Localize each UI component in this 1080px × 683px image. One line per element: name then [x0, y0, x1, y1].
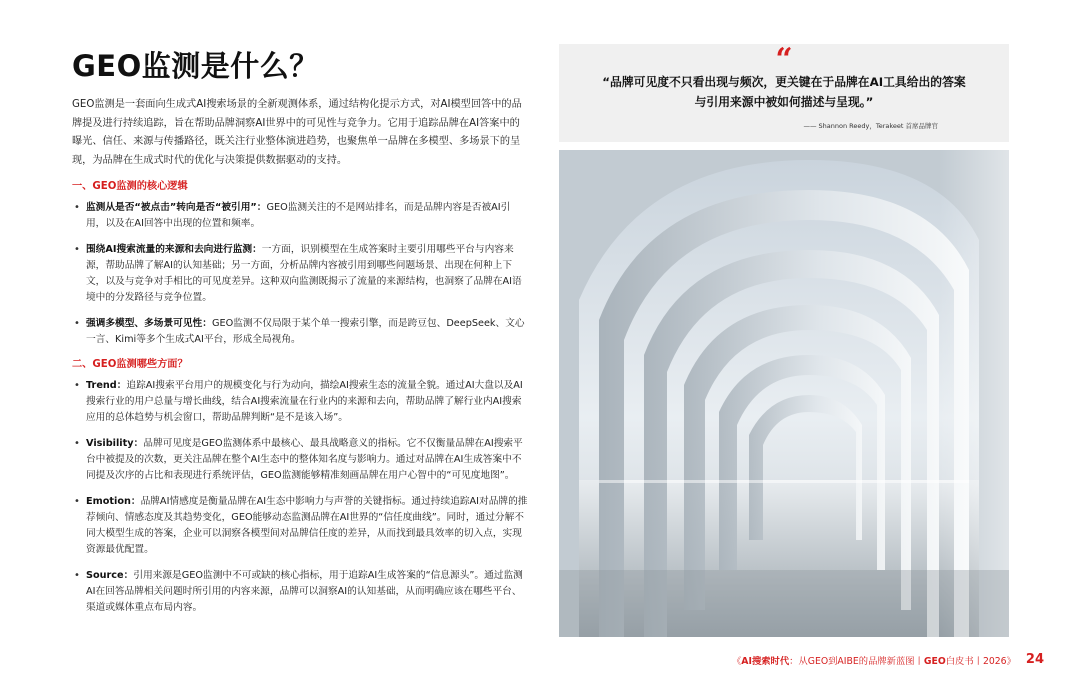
bullet-label: Visibility：: [86, 438, 144, 449]
bullet-label: Trend：: [86, 380, 127, 391]
page-title: GEO监测是什么？: [72, 49, 319, 83]
section-heading-core-logic: 一、GEO监测的核心逻辑: [72, 181, 188, 192]
intro-paragraph: GEO监测是一套面向生成式AI搜索场景的全新观测体系，通过结构化提示方式，对AI模型回答中的品牌提及进行持续追踪，旨在帮助品牌洞察AI世界中的可见性与竞争力。它用于追踪品牌在AI答案中的曝光、信任、来源与传播路径，既关注行业整体演进趋势，也聚焦单一品牌在多模型、多场景下的呈现，为品牌在生成式时代的优化与决策提供数据驱动的支持。: [72, 99, 522, 166]
aspects-list: [72, 378, 528, 616]
list-item: [72, 436, 528, 484]
bullet-label: 监测从是否“被点击”转向是否“被引用”：: [86, 202, 267, 213]
bullet-label: 强调多模型、多场景可见性：: [86, 318, 212, 329]
section-heading-aspects: 二、GEO监测哪些方面？: [72, 359, 188, 370]
quote-text: “品牌可见度不只看出现与频次，更关键在于品牌在AI工具给出的答案与引用来源中被如何描述与呈现。”: [602, 75, 966, 109]
quote-box: [559, 44, 1009, 142]
bullet-text: GEO监测不仅局限于某个单一搜索引擎，而是跨豆包、DeepSeek、文心一言、Kimi等多个生成式AI平台，形成全局视角。: [86, 318, 525, 345]
page-number: 24: [1025, 652, 1044, 667]
list-item: [72, 378, 528, 426]
list-item: [72, 494, 528, 558]
main-text-column: [72, 96, 528, 626]
bullet-label: 围绕AI搜索流量的来源和去向进行监测：: [86, 244, 262, 255]
bullet-text: 引用来源是GEO监测中不可或缺的核心指标，用于追踪AI生成答案的“信息源头”。通过监测AI在回答品牌相关问题时所引用的内容来源，品牌可以洞察AI的认知基础，从而明确应该在哪些平台、渠道或媒体重点布局内容。: [86, 570, 523, 613]
bullet-text: 一方面，识别模型在生成答案时主要引用哪些平台与内容来源，帮助品牌了解AI的认知基础；另一方面，分析品牌内容被引用到哪些问题场景、出现在何种上下文，以及与竞争对手相比的可见度差异。这种双向监测既揭示了流量的来源结构，也洞察了品牌在AI语境中的分发路径与竞争位置。: [86, 244, 522, 303]
bullet-text: 品牌可见度是GEO监测体系中最核心、最具战略意义的指标。它不仅衡量品牌在AI搜索平台中被提及的次数，更关注品牌在整个AI生态中的整体知名度与影响力。通过对品牌在AI生成答案中不同提及次序的占比和表现进行系统评估，GEO监测能够精准刻画品牌在用户心智中的“可见度地图”。: [86, 438, 523, 481]
list-item: [72, 200, 528, 232]
quote-mark-icon: “: [775, 42, 793, 77]
bullet-label: Emotion：: [86, 496, 141, 507]
list-item: [72, 568, 528, 616]
list-item: [72, 242, 528, 306]
quote-author: —— Shannon Reedy，Terakeet 首席品牌官: [803, 122, 938, 130]
architecture-photo: [559, 150, 1009, 637]
bullet-text: GEO监测关注的不是网站排名，而是品牌内容是否被AI引用，以及在AI回答中出现的位置和频率。: [86, 202, 511, 229]
core-logic-list: [72, 200, 528, 348]
bullet-text: 品牌AI情感度是衡量品牌在AI生态中影响力与声誉的关键指标。通过持续追踪AI对品牌的推荐倾向、情感态度及其趋势变化，GEO能够动态监测品牌在AI世界的“信任度曲线”。同时，通过分解不同大模型生成的答案，企业可以洞察各模型间对品牌信任度的差异，从而找到最具效率的切入点，实现资源最优配置。: [86, 496, 528, 555]
bullet-text: 追踪AI搜索平台用户的规模变化与行为动向，描绘AI搜索生态的流量全貌。通过AI大盘以及AI搜索行业的用户总量与增长曲线，结合AI搜索流量在行业内的来源和去向，帮助品牌了解行业内AI搜索应用的总体趋势与机会窗口，帮助品牌判断“是不是该入场”。: [86, 380, 523, 423]
footer: [732, 652, 1044, 667]
arches-illustration: [559, 150, 1009, 637]
footer-title: 《AI搜索时代：从GEO到AIBE的品牌新蓝图丨GEO白皮书丨2026》: [731, 655, 1016, 667]
list-item: [72, 316, 528, 348]
bullet-label: Source：: [86, 570, 134, 581]
